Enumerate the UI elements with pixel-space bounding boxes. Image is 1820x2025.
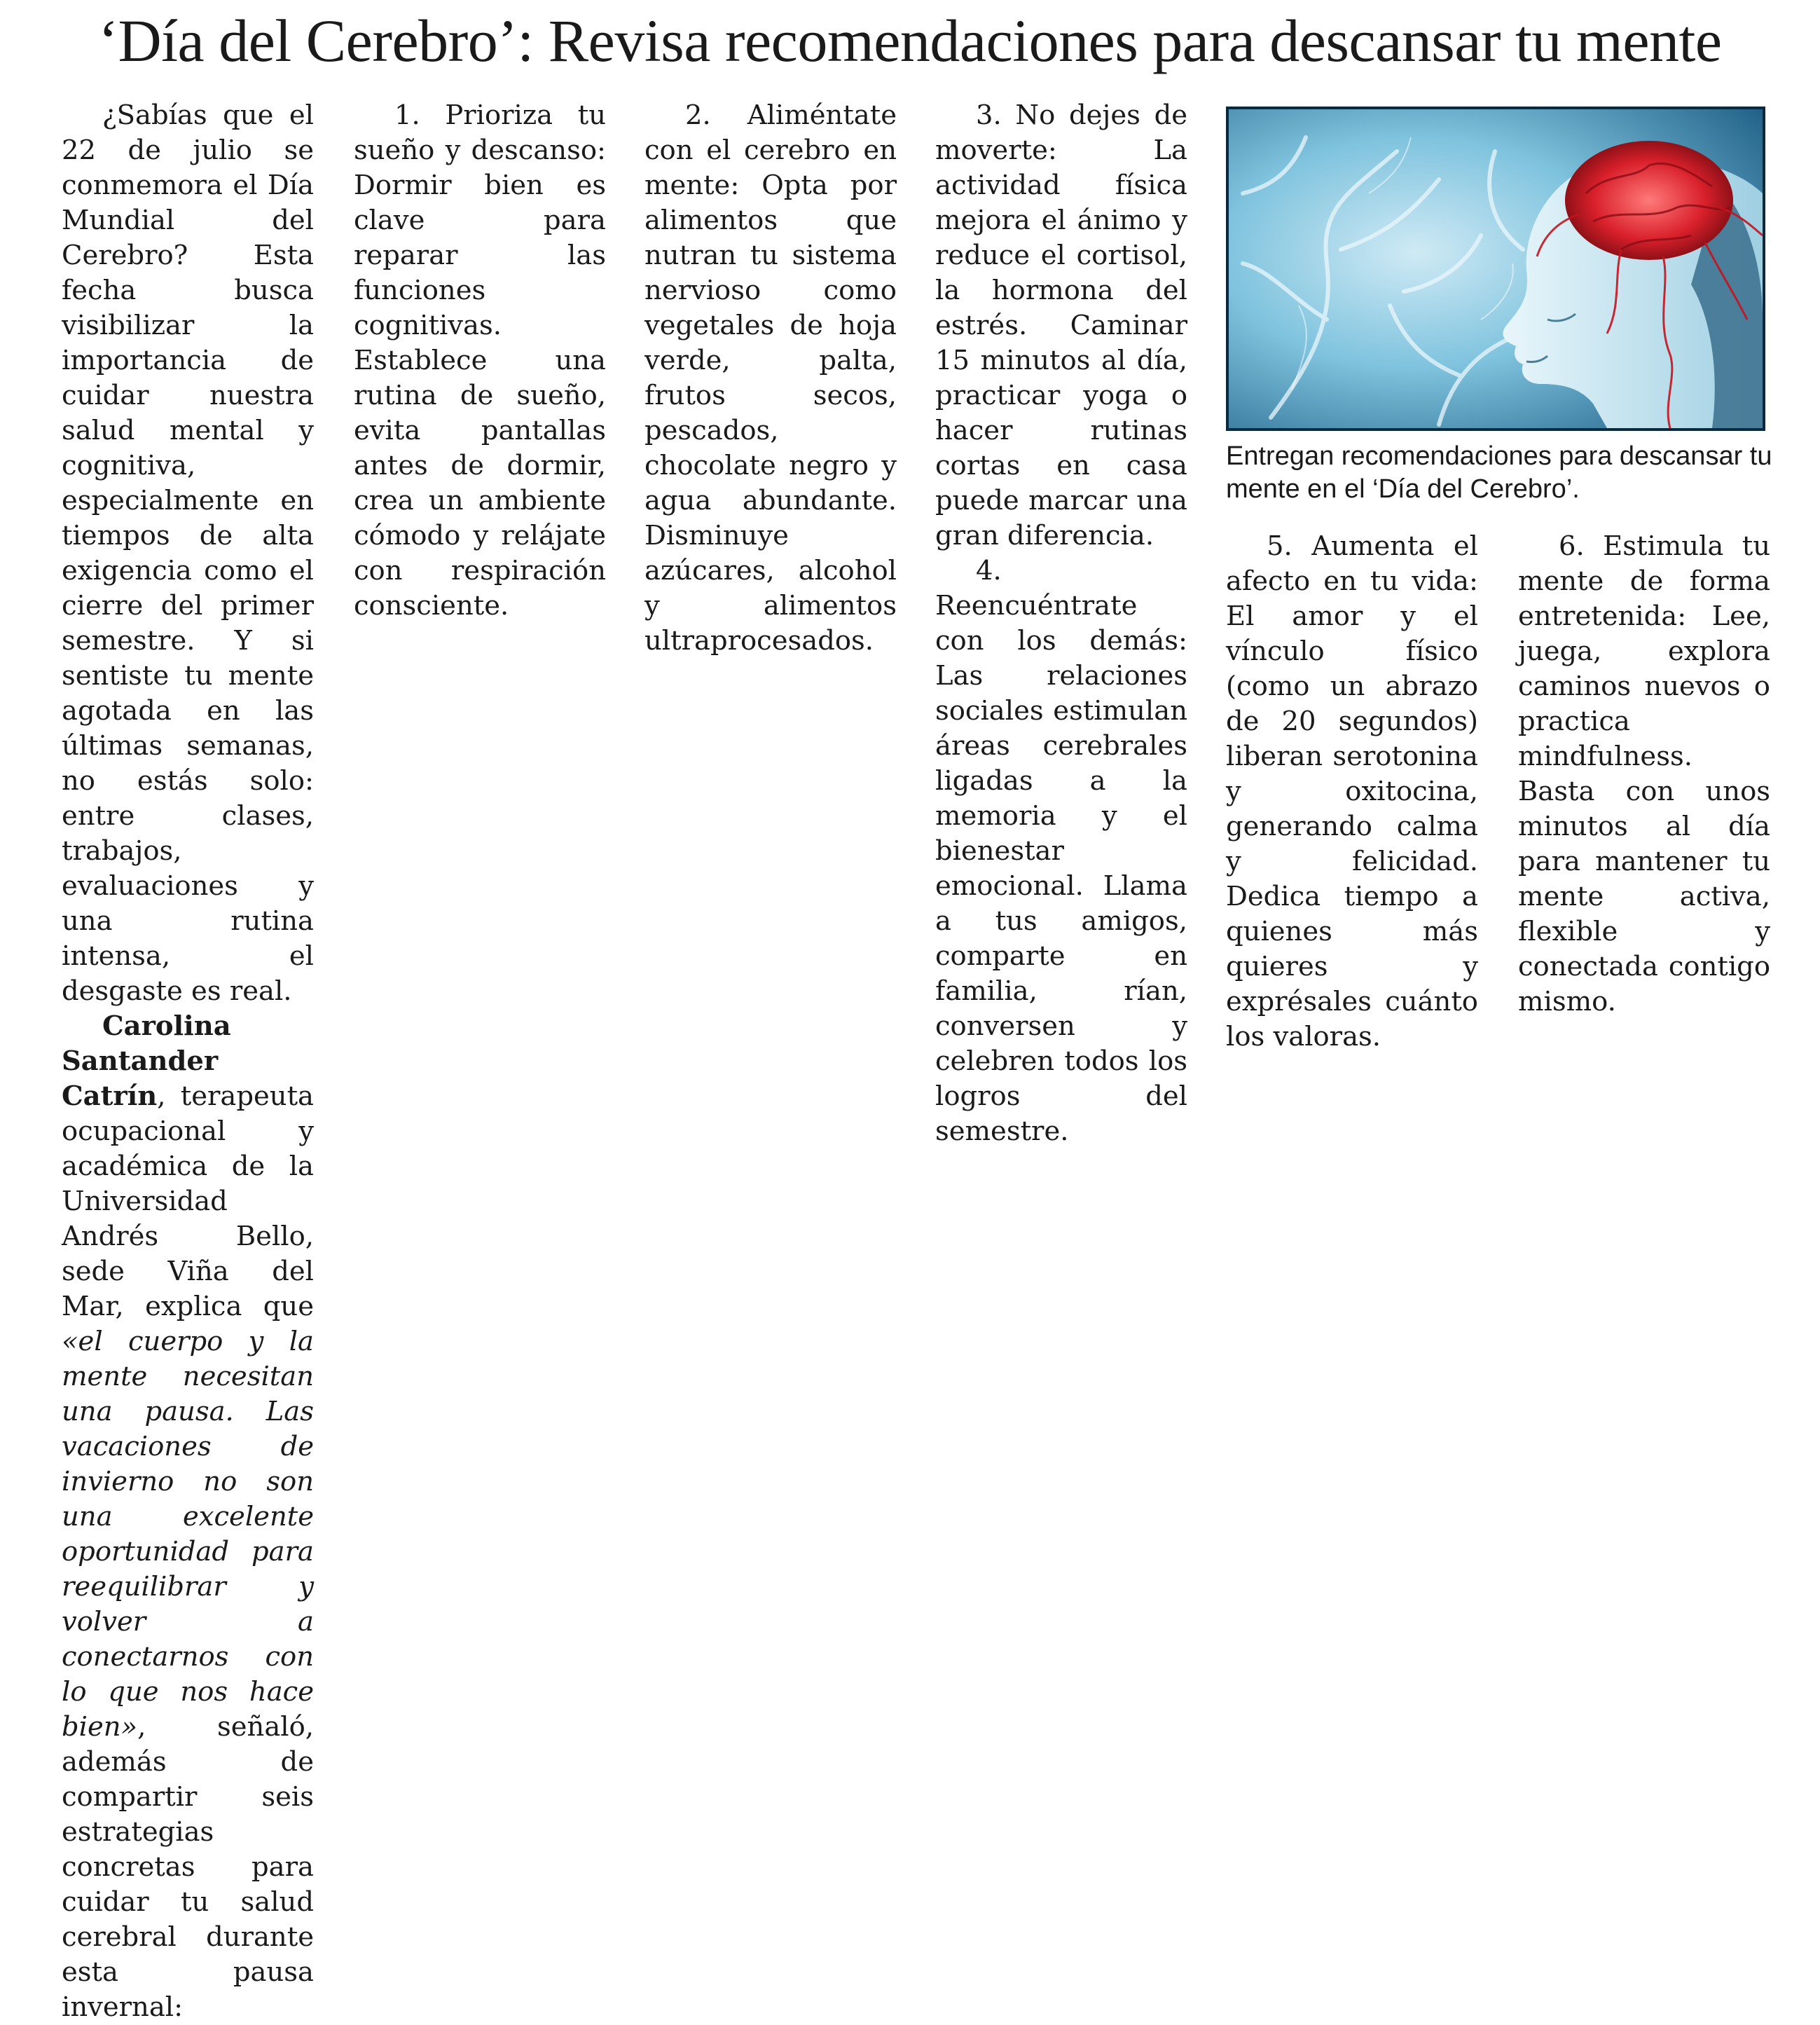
tip-6: 6. Estimula tu mente de forma entretenida: Lee, juega, explora caminos nuevos o practica mindfulness. Basta con unos minutos al día para mantener tu mente activa, flexible y conectada contigo mismo. (1518, 530, 1770, 1017)
woman-brain-illustration (1229, 109, 1763, 428)
expert-quote-tail: , señaló, además de compartir seis estrategias concretas para cuidar tu salud cerebral durante esta pausa invernal: (62, 1711, 314, 2023)
headline: ‘Día del Cerebro’: Revisa recomendaciones para descansar tu mente (98, 7, 1722, 74)
tip-3: 3. No dejes de moverte: La actividad física mejora el ánimo y reduce el cortisol, la hormona del estrés. Caminar 15 minutos al día, practicar yoga o hacer rutinas cortas en casa puede marcar una gran diferencia. (935, 99, 1187, 551)
expert-quote: «el cuerpo y la mente necesitan una pausa. Las vacaciones de invierno no son una excelente oportunidad para reequilibrar y volver a conectarnos con lo que nos hace bien» (62, 1326, 314, 1743)
intro-paragraph: ¿Sabías que el 22 de julio se conmemora el Día Mundial del Cerebro? Esta fecha busca visibilizar la importancia de cuidar nuestra salud mental y cognitiva, especialmente en tiempos de alta exigencia como el cierre del primer semestre. Y si sentiste tu mente agotada en las últimas semanas, no estás solo: entre clases, trabajos, evaluaciones y una rutina intensa, el desgaste es real. (62, 99, 314, 1007)
tip-4: 4. Reencuéntrate con los demás: Las relaciones sociales estimulan áreas cerebrales ligadas a la memoria y el bienestar emocional. Llama a tus amigos, comparte en familia, rían, conversen y celebren todos los logros del semestre. (935, 555, 1187, 1147)
article-column-5 (1226, 529, 1478, 1052)
brain-photo (1226, 107, 1765, 431)
article-column-6 (1518, 529, 1770, 1017)
tip-1: 1. Prioriza tu sueño y descanso: Dormir bien es clave para reparar las funciones cognitivas. Establece una rutina de sueño, evita pantallas antes de dormir, crea un ambiente cómodo y relájate con respiración consciente. (354, 99, 606, 622)
article-column-3 (644, 98, 897, 974)
tip-5: 5. Aumenta el afecto en tu vida: El amor y el vínculo físico (como un abrazo de 20 segundos) liberan serotonina y oxitocina, generando calma y felicidad. Dedica tiempo a quienes más quieres y exprésales cuánto los valoras. (1226, 530, 1478, 1052)
expert-role: , terapeuta ocupacional y académica de la Universidad Andrés Bello, sede Viña del Mar, explica que (62, 1080, 314, 1322)
article-column-2 (354, 98, 606, 974)
expert-name: Carolina Santander Catrín (62, 1010, 231, 1112)
caption-line: mente en el ‘Día del Cerebro’. (1226, 474, 1580, 504)
tip-2: 2. Aliméntate con el cerebro en mente: Opta por alimentos que nutran tu sistema nervioso como vegetales de hoja verde, palta, frutos secos, pescados, chocolate negro y agua abundante. Disminuye azúcares, alcohol y alimentos ultraprocesados. (644, 99, 897, 657)
expert-paragraph (62, 1009, 314, 2025)
article-column-4 (935, 98, 1187, 1147)
photo-caption (1226, 440, 1779, 506)
caption-line: Entregan recomendaciones para descansar tu (1226, 441, 1772, 471)
article-column-1 (62, 98, 314, 2023)
